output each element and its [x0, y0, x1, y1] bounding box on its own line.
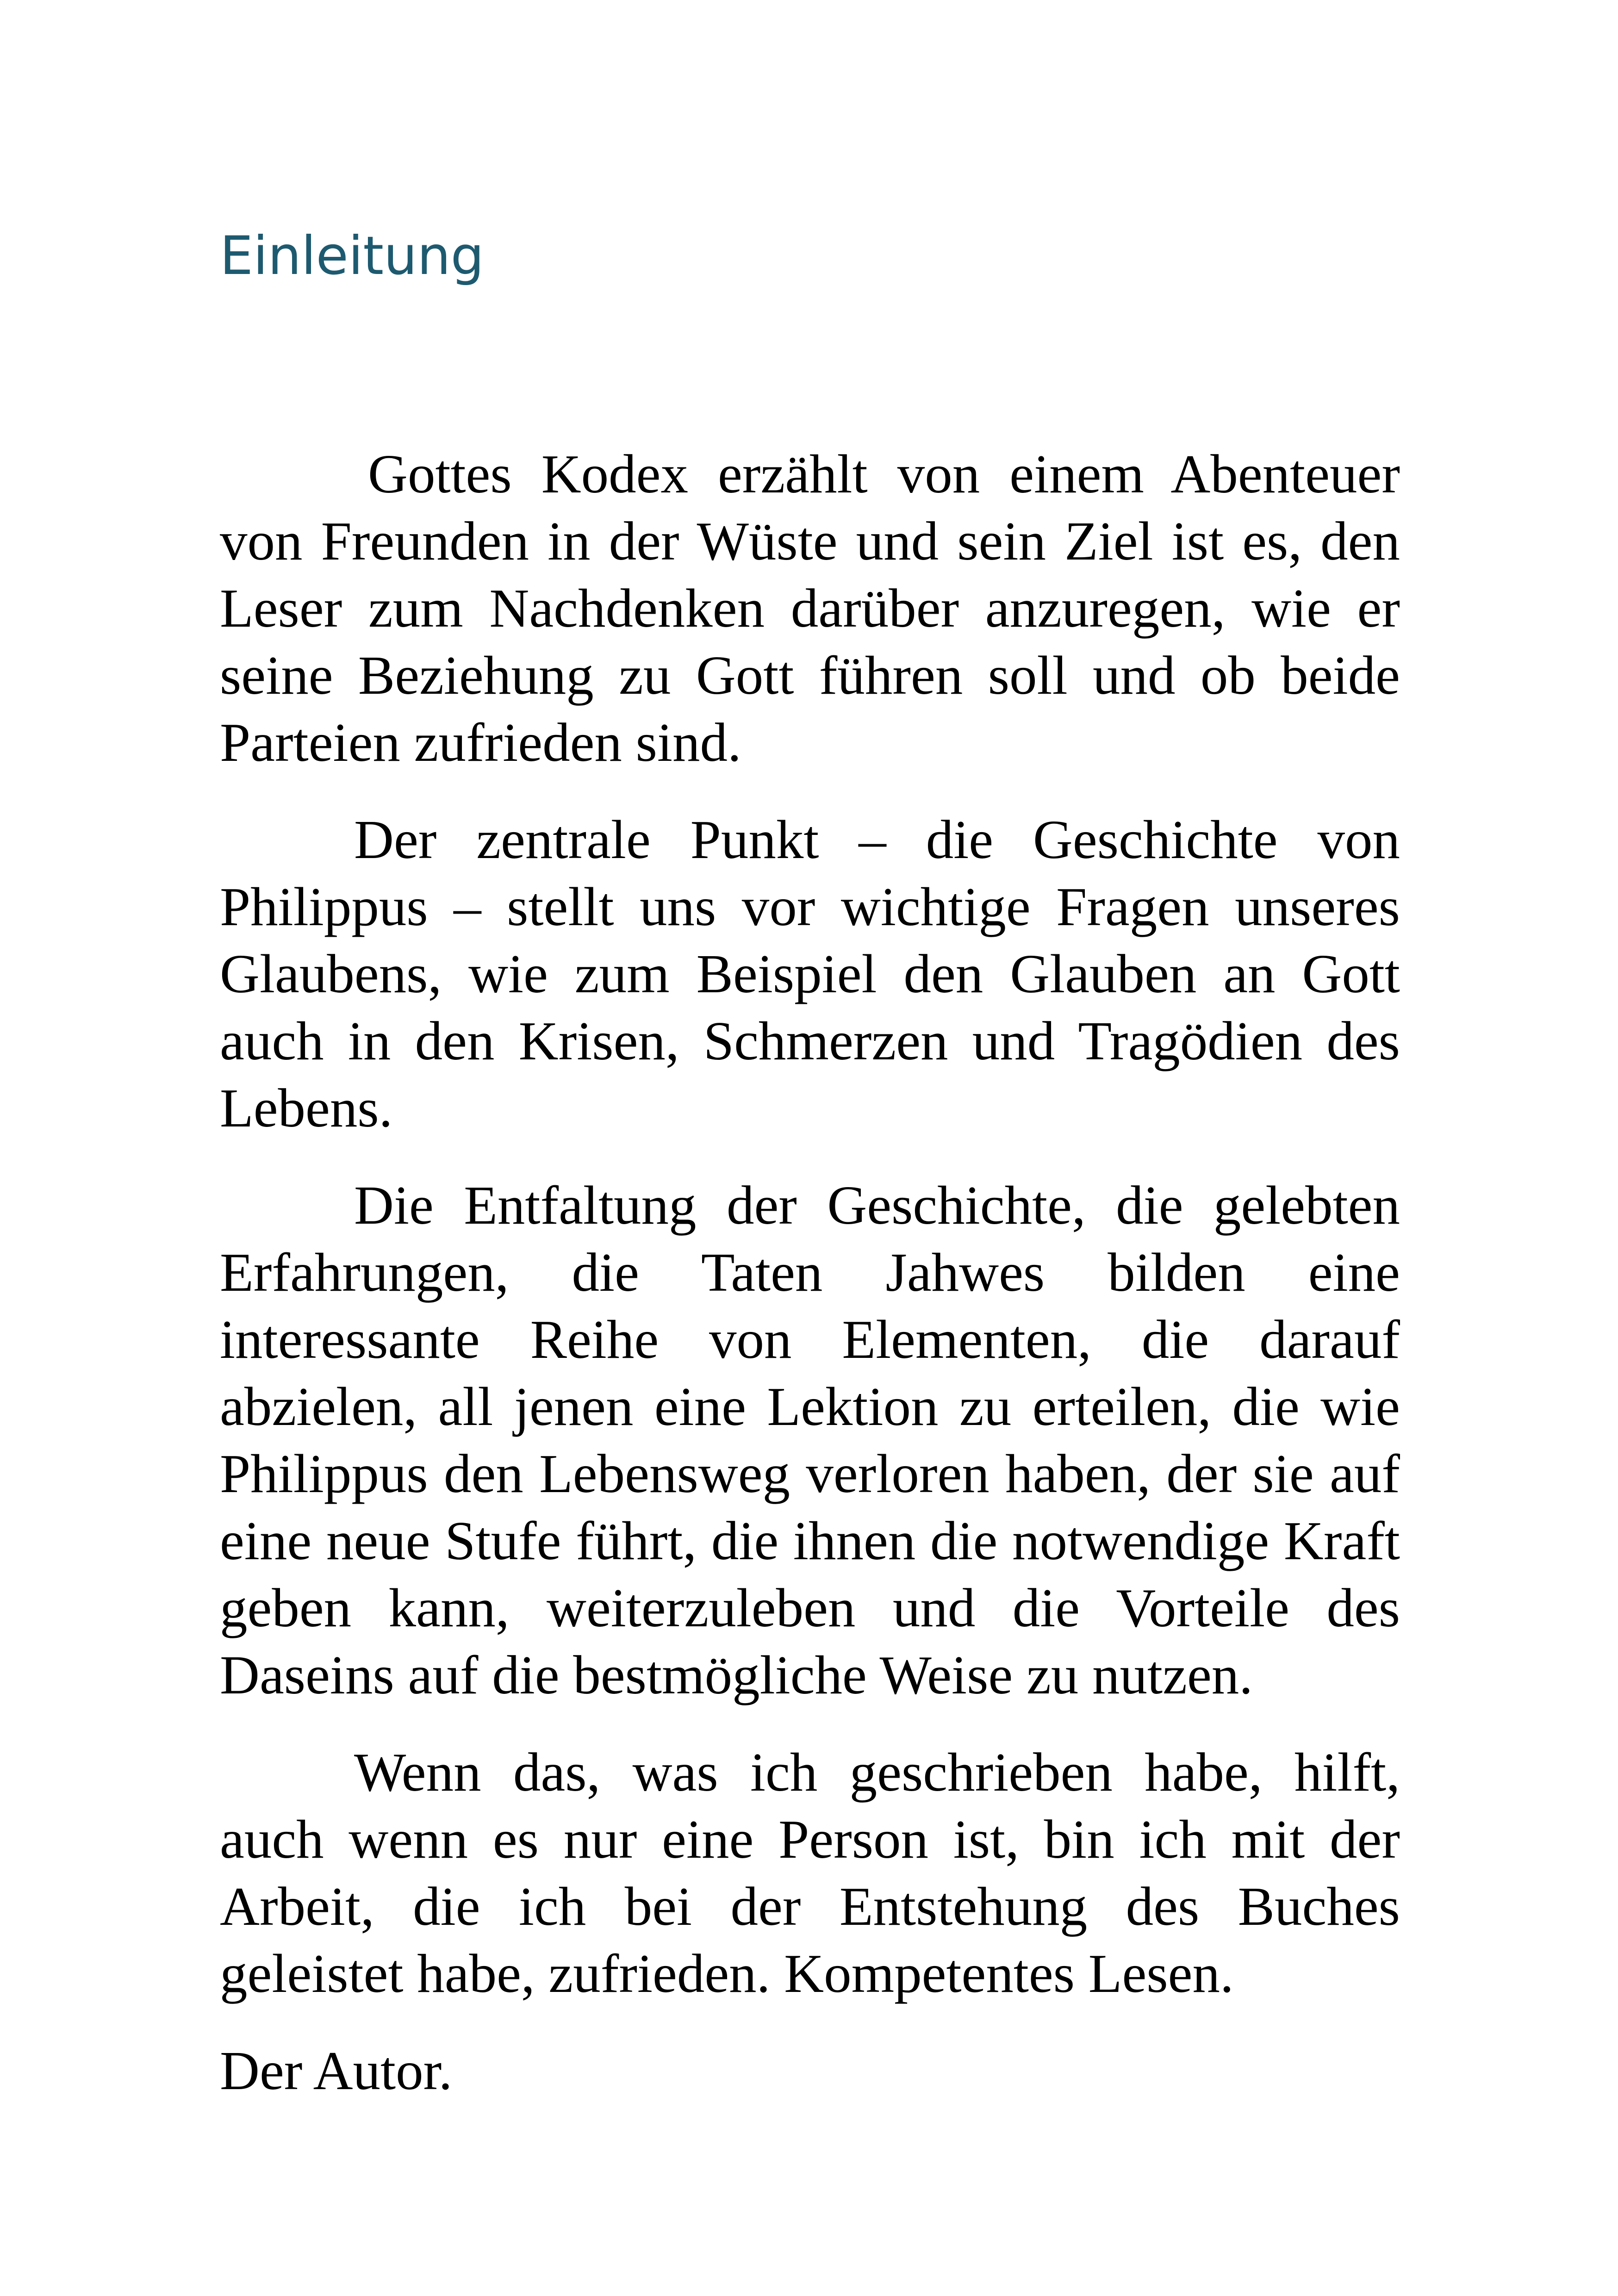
paragraph-2: Der zentrale Punkt – die Geschichte von Philippus – stellt uns vor wichtige Fragen unseres Glaubens, wie zum Beispiel den Glauben an Gott auch in den Krisen, Schmerzen und Tragödien des Lebens. — [220, 809, 1400, 1139]
paragraph-4: Wenn das, was ich geschrieben habe, hilft, auch wenn es nur eine Person ist, bin ich mit der Arbeit, die ich bei der Entstehung des Buches geleistet habe, zufrieden. Kompetentes Lesen. — [220, 1742, 1400, 2004]
chapter-heading: Einleitung — [220, 225, 485, 286]
body-text — [220, 441, 1400, 2104]
paragraph-1: Gottes Kodex erzählt von einem Abenteuer von Freunden in der Wüste und sein Ziel ist es, den Leser zum Nachdenken darüber anzuregen, wie er seine Beziehung zu Gott führen soll und ob beide Parteien zufrieden sind. — [220, 443, 1400, 773]
author-signature: Der Autor. — [220, 2040, 453, 2101]
paragraph-3: Die Entfaltung der Geschichte, die gelebten Erfahrungen, die Taten Jahwes bilden eine interessante Reihe von Elementen, die darauf abzielen, all jenen eine Lektion zu erteilen, die wie Philippus den Lebensweg verloren haben, der sie auf eine neue Stufe führt, die ihnen die notwendige Kraft geben kann, weiterzuleben und die Vorteile des Daseins auf die bestmögliche Weise zu nutzen. — [220, 1175, 1400, 1705]
